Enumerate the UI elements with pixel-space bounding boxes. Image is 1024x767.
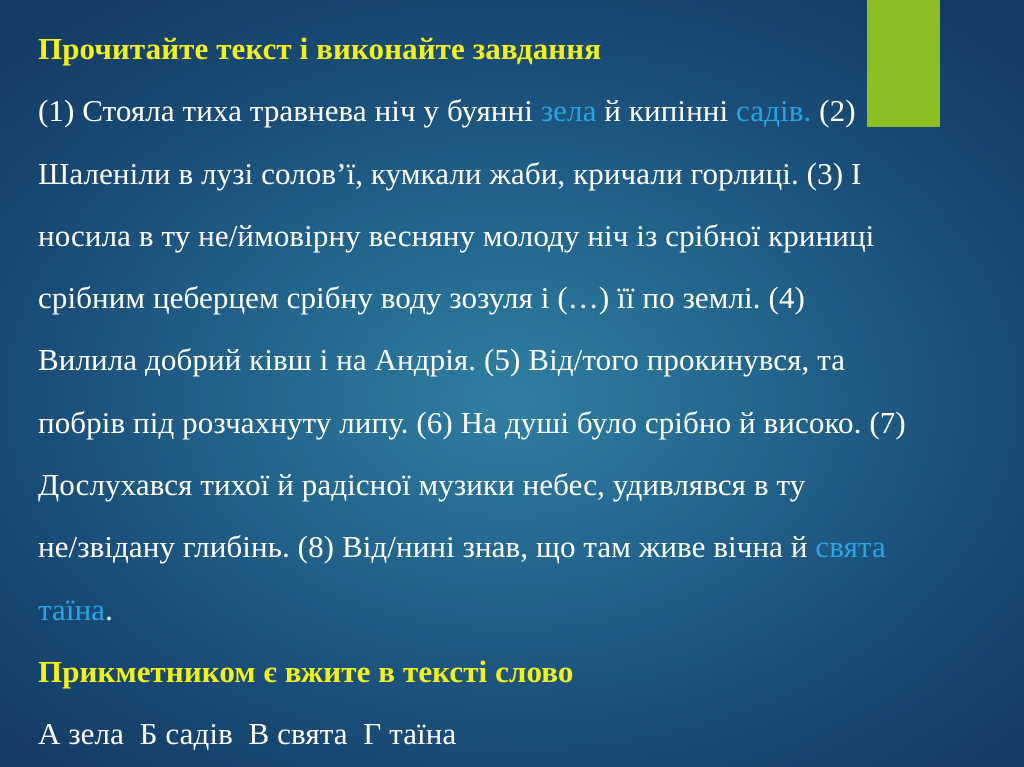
highlight-word-svyata: свята [815, 529, 886, 565]
question-text: Прикметником є вжите в тексті слово [38, 653, 574, 689]
passage-line-5: Вилила добрий ківш і на Андрія. (5) Від/того прокинувся, та [38, 342, 846, 378]
highlight-word-zela: зела [540, 93, 597, 129]
passage-line-1 [38, 80, 998, 142]
highlight-word-taina: таїна [38, 591, 106, 627]
passage-line-2: Шаленіли в лузі солов’ї, кумкали жаби, кричали горлиці. (3) І [38, 155, 862, 191]
passage-line-3: носила в ту не/ймовірну весняну молоду ніч із срібної криниці [38, 217, 875, 253]
answer-options: А зела Б садів В свята Г таїна [38, 716, 457, 752]
highlight-word-sadiv: садів. [736, 93, 812, 129]
passage-line-9 [38, 579, 998, 641]
slide-content [38, 18, 998, 766]
task-heading: Прочитайте текст і виконайте завдання [38, 31, 602, 66]
passage-line-4: срібним цеберцем срібну воду зозуля і (…) її по землі. (4) [38, 280, 805, 316]
passage-line-8 [38, 516, 998, 578]
passage-line-6: побрів під розчахнуту липу. (6) На душі було срібно й високо. (7) [38, 404, 906, 440]
passage-text: . [105, 591, 114, 627]
passage-text: (2) [811, 93, 856, 129]
passage-text: не/звідану глибінь. (8) Від/нині знав, що там живе вічна й [38, 529, 816, 565]
passage-line-7: Дослухався тихої й радісної музики небес, удивлявся в ту [38, 467, 806, 503]
passage-text: й кипінні [596, 93, 737, 129]
passage-text: (1) Стояла тиха травнева ніч у буянні [38, 93, 541, 129]
